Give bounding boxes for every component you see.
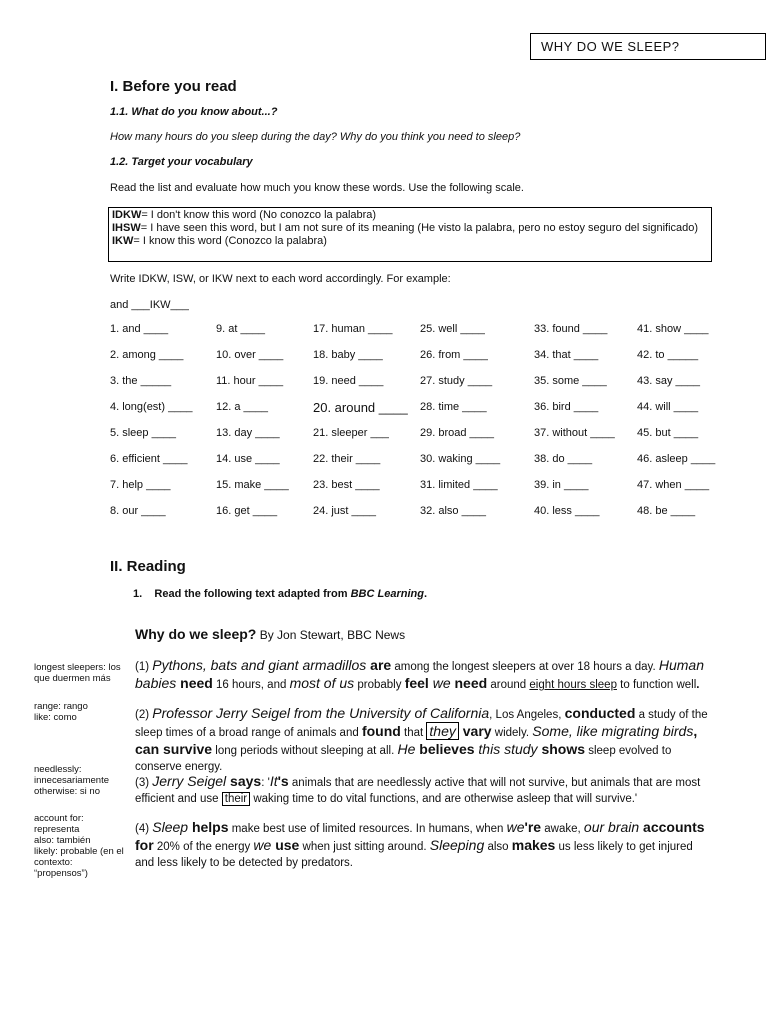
vocabulary-word-item: 32. also ____ (420, 505, 487, 517)
vocabulary-word-item: 26. from ____ (420, 349, 488, 361)
document-title-box (530, 33, 766, 60)
write-instruction: Write IDKW, ISW, or IKW next to each word accordingly. For example: (110, 273, 451, 285)
vocabulary-word-item: 16. get ____ (216, 505, 278, 517)
paragraph-2: (2) Professor Jerry Seigel from the University of California, Los Angeles, conducted a study of the sleep times of a broad range of animals and found that they vary widely. Some, like migrating birds, can survive long periods without sleeping at all. He believes this study shows sleep evolved to conserve energy. (135, 705, 708, 773)
vocabulary-word-item: 38. do ____ (534, 453, 593, 465)
vocabulary-word-item: 31. limited ____ (420, 479, 498, 491)
vocabulary-word-item: 45. but ____ (637, 427, 699, 439)
vocabulary-word-item: 33. found ____ (534, 323, 608, 335)
example-line: and ___IKW___ (110, 299, 189, 311)
glossary-longest-sleepers: longest sleepers: los que duermen más (34, 662, 121, 684)
subheading-target-vocabulary: 1.2. Target your vocabulary (110, 156, 253, 168)
vocabulary-word-item: 9. at ____ (216, 323, 265, 335)
vocabulary-word-item: 18. baby ____ (313, 349, 383, 361)
section-heading-reading: II. Reading (110, 558, 186, 575)
vocabulary-word-item: 11. hour ____ (216, 375, 284, 387)
glossary-like: like: como (34, 712, 77, 723)
scale-ihsw: IHSW= I have seen this word, but I am not sure of its meaning (He visto la palabra, pero no estoy seguro del significado) (112, 222, 699, 234)
section-heading-before-you-read: I. Before you read (110, 78, 237, 95)
glossary-otherwise: otherwise: si no (34, 786, 101, 797)
vocabulary-word-item: 25. well ____ (420, 323, 485, 335)
vocabulary-word-item: 5. sleep ____ (110, 427, 177, 439)
vocabulary-word-item: 44. will ____ (637, 401, 699, 413)
vocabulary-word-item: 4. long(est) ____ (110, 401, 193, 413)
vocabulary-word-item: 37. without ____ (534, 427, 615, 439)
vocabulary-word-item: 40. less ____ (534, 505, 600, 517)
question-hours-sleep: How many hours do you sleep during the day? Why do you think you need to sleep? (110, 131, 521, 143)
vocabulary-word-item: 34. that ____ (534, 349, 599, 361)
scale-ikw: IKW= I know this word (Conozco la palabra) (112, 235, 327, 247)
vocabulary-word-item: 36. bird ____ (534, 401, 599, 413)
vocabulary-word-item: 35. some ____ (534, 375, 607, 387)
vocabulary-word-item: 46. asleep ____ (637, 453, 716, 465)
subheading-what-do-you-know: 1.1. What do you know about...? (110, 106, 278, 118)
article-title: Why do we sleep? By Jon Stewart, BBC News (135, 626, 406, 642)
vocabulary-instruction: Read the list and evaluate how much you know these words. Use the following scale. (110, 182, 524, 194)
vocabulary-word-item: 39. in ____ (534, 479, 589, 491)
glossary-account-for: account for: representa (34, 813, 84, 835)
vocabulary-word-item: 10. over ____ (216, 349, 284, 361)
vocabulary-word-item: 48. be ____ (637, 505, 696, 517)
vocabulary-word-item: 8. our ____ (110, 505, 166, 517)
vocabulary-word-item: 27. study ____ (420, 375, 493, 387)
vocabulary-word-item: 1. and ____ (110, 323, 169, 335)
vocabulary-word-item: 29. broad ____ (420, 427, 495, 439)
vocabulary-word-item: 47. when ____ (637, 479, 710, 491)
vocabulary-word-item: 17. human ____ (313, 323, 393, 335)
vocabulary-word-item: 13. day ____ (216, 427, 280, 439)
vocabulary-word-item: 7. help ____ (110, 479, 171, 491)
scale-legend-box (108, 207, 712, 262)
paragraph-3: (3) Jerry Seigel says: 'It's animals that are needlessly active that will not survive, but animals that are most efficient and use their waking time to do vital functions, and are otherwise asleep that will survive.' (135, 773, 701, 805)
vocabulary-word-item: 21. sleeper ___ (313, 427, 389, 439)
vocabulary-word-item: 20. around ____ (313, 400, 408, 415)
vocabulary-word-item: 12. a ____ (216, 401, 268, 413)
vocabulary-word-item: 43. say ____ (637, 375, 700, 387)
scale-idkw: IDKW= I don't know this word (No conozco la palabra) (112, 209, 377, 221)
vocabulary-word-item: 24. just ____ (313, 505, 376, 517)
vocabulary-word-item: 2. among ____ (110, 349, 184, 361)
vocabulary-word-item: 28. time ____ (420, 401, 487, 413)
vocabulary-word-item: 30. waking ____ (420, 453, 501, 465)
vocabulary-word-item: 3. the _____ (110, 375, 172, 387)
paragraph-1: (1) Pythons, bats and giant armadillos are among the longest sleepers at over 18 hours a day. Human babies need 16 hours, and most of us probably feel we need around eight hours sleep to function well. (135, 657, 704, 691)
document-title: WHY DO WE SLEEP? (541, 39, 680, 54)
paragraph-4: (4) Sleep helps make best use of limited resources. In humans, when we're awake, our brain accounts for 20% of the energy we use when just sitting around. Sleeping also makes us less likely to get injured and less likely to be detected by predators. (135, 819, 705, 869)
vocabulary-word-item: 22. their ____ (313, 453, 381, 465)
vocabulary-word-item: 42. to _____ (637, 349, 699, 361)
reading-instruction: 1. Read the following text adapted from BBC Learning. (133, 588, 428, 600)
vocabulary-word-item: 15. make ____ (216, 479, 289, 491)
vocabulary-word-item: 14. use ____ (216, 453, 280, 465)
vocabulary-word-item: 6. efficient ____ (110, 453, 188, 465)
vocabulary-word-item: 19. need ____ (313, 375, 384, 387)
vocabulary-word-item: 23. best ____ (313, 479, 380, 491)
glossary-range: range: rango (34, 701, 88, 712)
glossary-likely: likely: probable (en el contexto: “propensos”) (34, 846, 124, 879)
glossary-also: also: también (34, 835, 91, 846)
vocabulary-word-item: 41. show ____ (637, 323, 709, 335)
glossary-needlessly: needlessly: innecesariamente (34, 764, 109, 786)
